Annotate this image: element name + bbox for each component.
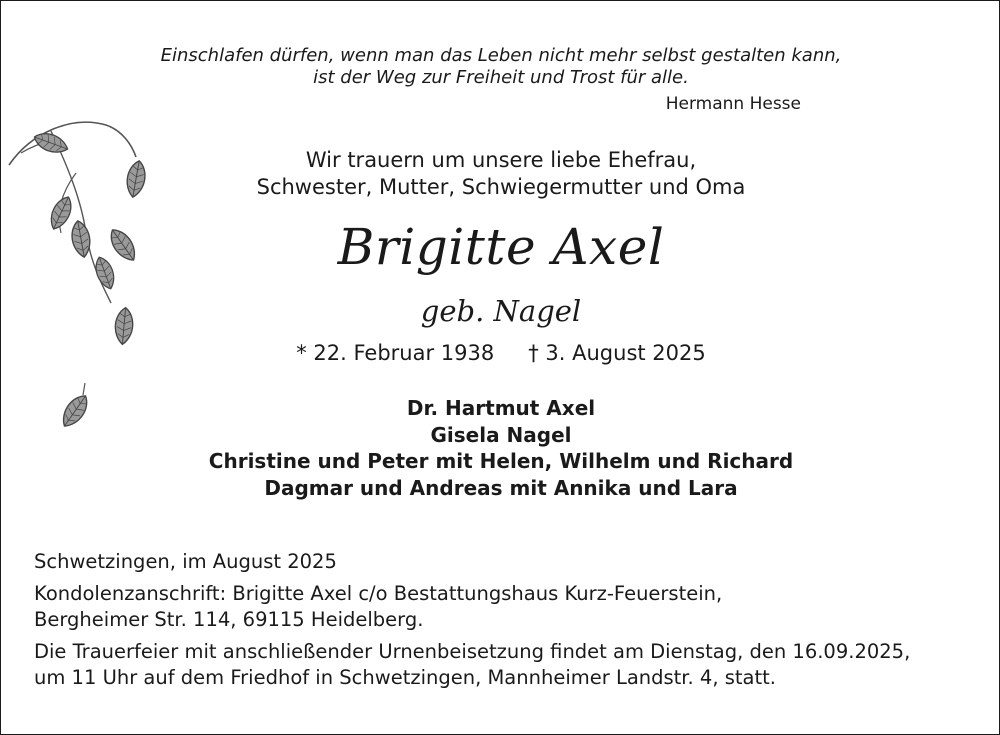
intro-line: Wir trauern um unsere liebe Ehefrau,: [305, 148, 697, 172]
place-date: Schwetzingen, im August 2025: [34, 550, 337, 573]
death-date: † 3. August 2025: [528, 341, 706, 365]
quote-line: ist der Weg zur Freiheit und Trost für alle.: [313, 67, 689, 88]
mourner-line: Christine und Peter mit Helen, Wilhelm und Richard: [208, 449, 794, 473]
mourner-line: Dr. Hartmut Axel: [406, 396, 596, 420]
condolence-address: Bergheimer Str. 114, 69115 Heidelberg.: [34, 608, 424, 631]
ceremony-info: Die Trauerfeier mit anschließender Urnenbeisetzung findet am Dienstag, den 16.09.2025,: [34, 640, 911, 663]
quote: [81, 45, 921, 89]
mourners-list: [101, 395, 901, 501]
quote-author: Hermann Hesse: [665, 94, 801, 114]
mourning-intro: [151, 147, 851, 201]
mourner-line: Dagmar und Andreas mit Annika und Lara: [264, 475, 738, 500]
maiden-name: geb. Nagel: [420, 294, 582, 328]
ceremony-info: um 11 Uhr auf dem Friedhof in Schwetzingen, Mannheimer Landstr. 4, statt.: [34, 666, 776, 689]
intro-line: Schwester, Mutter, Schwiegermutter und Oma: [256, 175, 746, 199]
birch-leaves-branch-icon: [1, 113, 161, 433]
notice-footer: [34, 549, 974, 691]
deceased-name: Brigitte Axel: [337, 218, 665, 276]
quote-line: Einschlafen dürfen, wenn man das Leben nicht mehr selbst gestalten kann,: [160, 45, 842, 66]
life-dates: [151, 339, 851, 367]
mourner-line: Gisela Nagel: [430, 422, 572, 447]
birth-date: * 22. Februar 1938: [296, 341, 495, 365]
condolence-address: Kondolenzanschrift: Brigitte Axel c/o Bestattungshaus Kurz-Feuerstein,: [34, 582, 723, 605]
